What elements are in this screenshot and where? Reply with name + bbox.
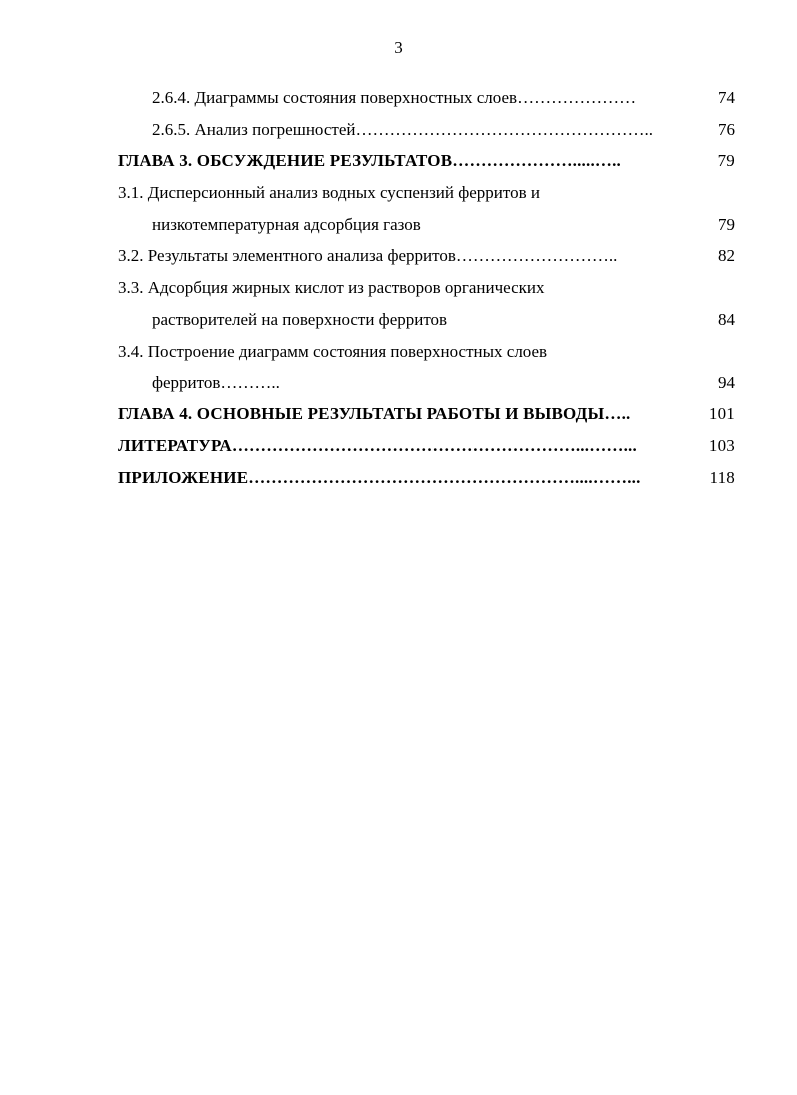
toc-entry-page: 94 xyxy=(718,373,735,392)
toc-entry-3-1-line-2 xyxy=(0,213,797,237)
toc-entry-3-4-line-2 xyxy=(0,371,797,395)
toc-entry-text: 2.6.4. Диаграммы состояния поверхностных слоев………………… xyxy=(152,88,637,107)
toc-entry-2-6-5 xyxy=(0,118,797,142)
toc-entry-text: ферритов……….. xyxy=(152,373,280,392)
toc-entry-3-3-line-2 xyxy=(0,308,797,332)
toc-entry-text: ГЛАВА 3. ОБСУЖДЕНИЕ РЕЗУЛЬТАТОВ………………….....….. xyxy=(118,151,621,170)
toc-entry-page: 84 xyxy=(718,310,735,329)
page-number: 3 xyxy=(394,38,403,57)
toc-entry-literature xyxy=(0,434,797,458)
toc-entry-page: 76 xyxy=(718,120,735,139)
toc-entry-3-2 xyxy=(0,244,797,268)
toc-entry-text: 2.6.5. Анализ погрешностей…………………………………………….. xyxy=(152,120,653,139)
toc-entry-text: растворителей на поверхности ферритов xyxy=(152,310,448,329)
toc-entry-page: 101 xyxy=(708,404,735,423)
toc-entry-chapter-3 xyxy=(0,149,797,173)
toc-entry-3-1-line-1 xyxy=(0,181,797,205)
toc-entry-page: 74 xyxy=(718,88,735,107)
toc-entry-page: 103 xyxy=(708,436,735,455)
toc-entry-text: 3.4. Построение диаграмм состояния поверхностных слоев xyxy=(118,342,548,361)
toc-entry-chapter-4 xyxy=(0,402,797,426)
toc-entry-text: 3.2. Результаты элементного анализа ферритов……………………….. xyxy=(118,246,618,265)
toc-entry-text: ЛИТЕРАТУРА……………………………………………………...……... xyxy=(118,436,637,455)
toc-entry-appendix xyxy=(0,466,797,490)
toc-entry-2-6-4 xyxy=(0,86,797,110)
toc-entry-page: 118 xyxy=(709,468,735,487)
toc-entry-page: 79 xyxy=(717,151,735,170)
toc-entry-page: 82 xyxy=(718,246,735,265)
toc-entry-text: ГЛАВА 4. ОСНОВНЫЕ РЕЗУЛЬТАТЫ РАБОТЫ И ВЫВОДЫ….. xyxy=(118,404,631,423)
toc-entry-page: 79 xyxy=(718,215,735,234)
toc-entry-3-3-line-1 xyxy=(0,276,797,300)
toc-entry-text: 3.3. Адсорбция жирных кислот из растворов органических xyxy=(118,278,545,297)
toc-entry-text: ПРИЛОЖЕНИЕ…………………………………………………....……... xyxy=(118,468,641,487)
toc-entry-3-4-line-1 xyxy=(0,340,797,364)
toc-entry-text: низкотемпературная адсорбция газов xyxy=(152,215,421,234)
toc-entry-text: 3.1. Дисперсионный анализ водных суспензий ферритов и xyxy=(118,183,540,202)
